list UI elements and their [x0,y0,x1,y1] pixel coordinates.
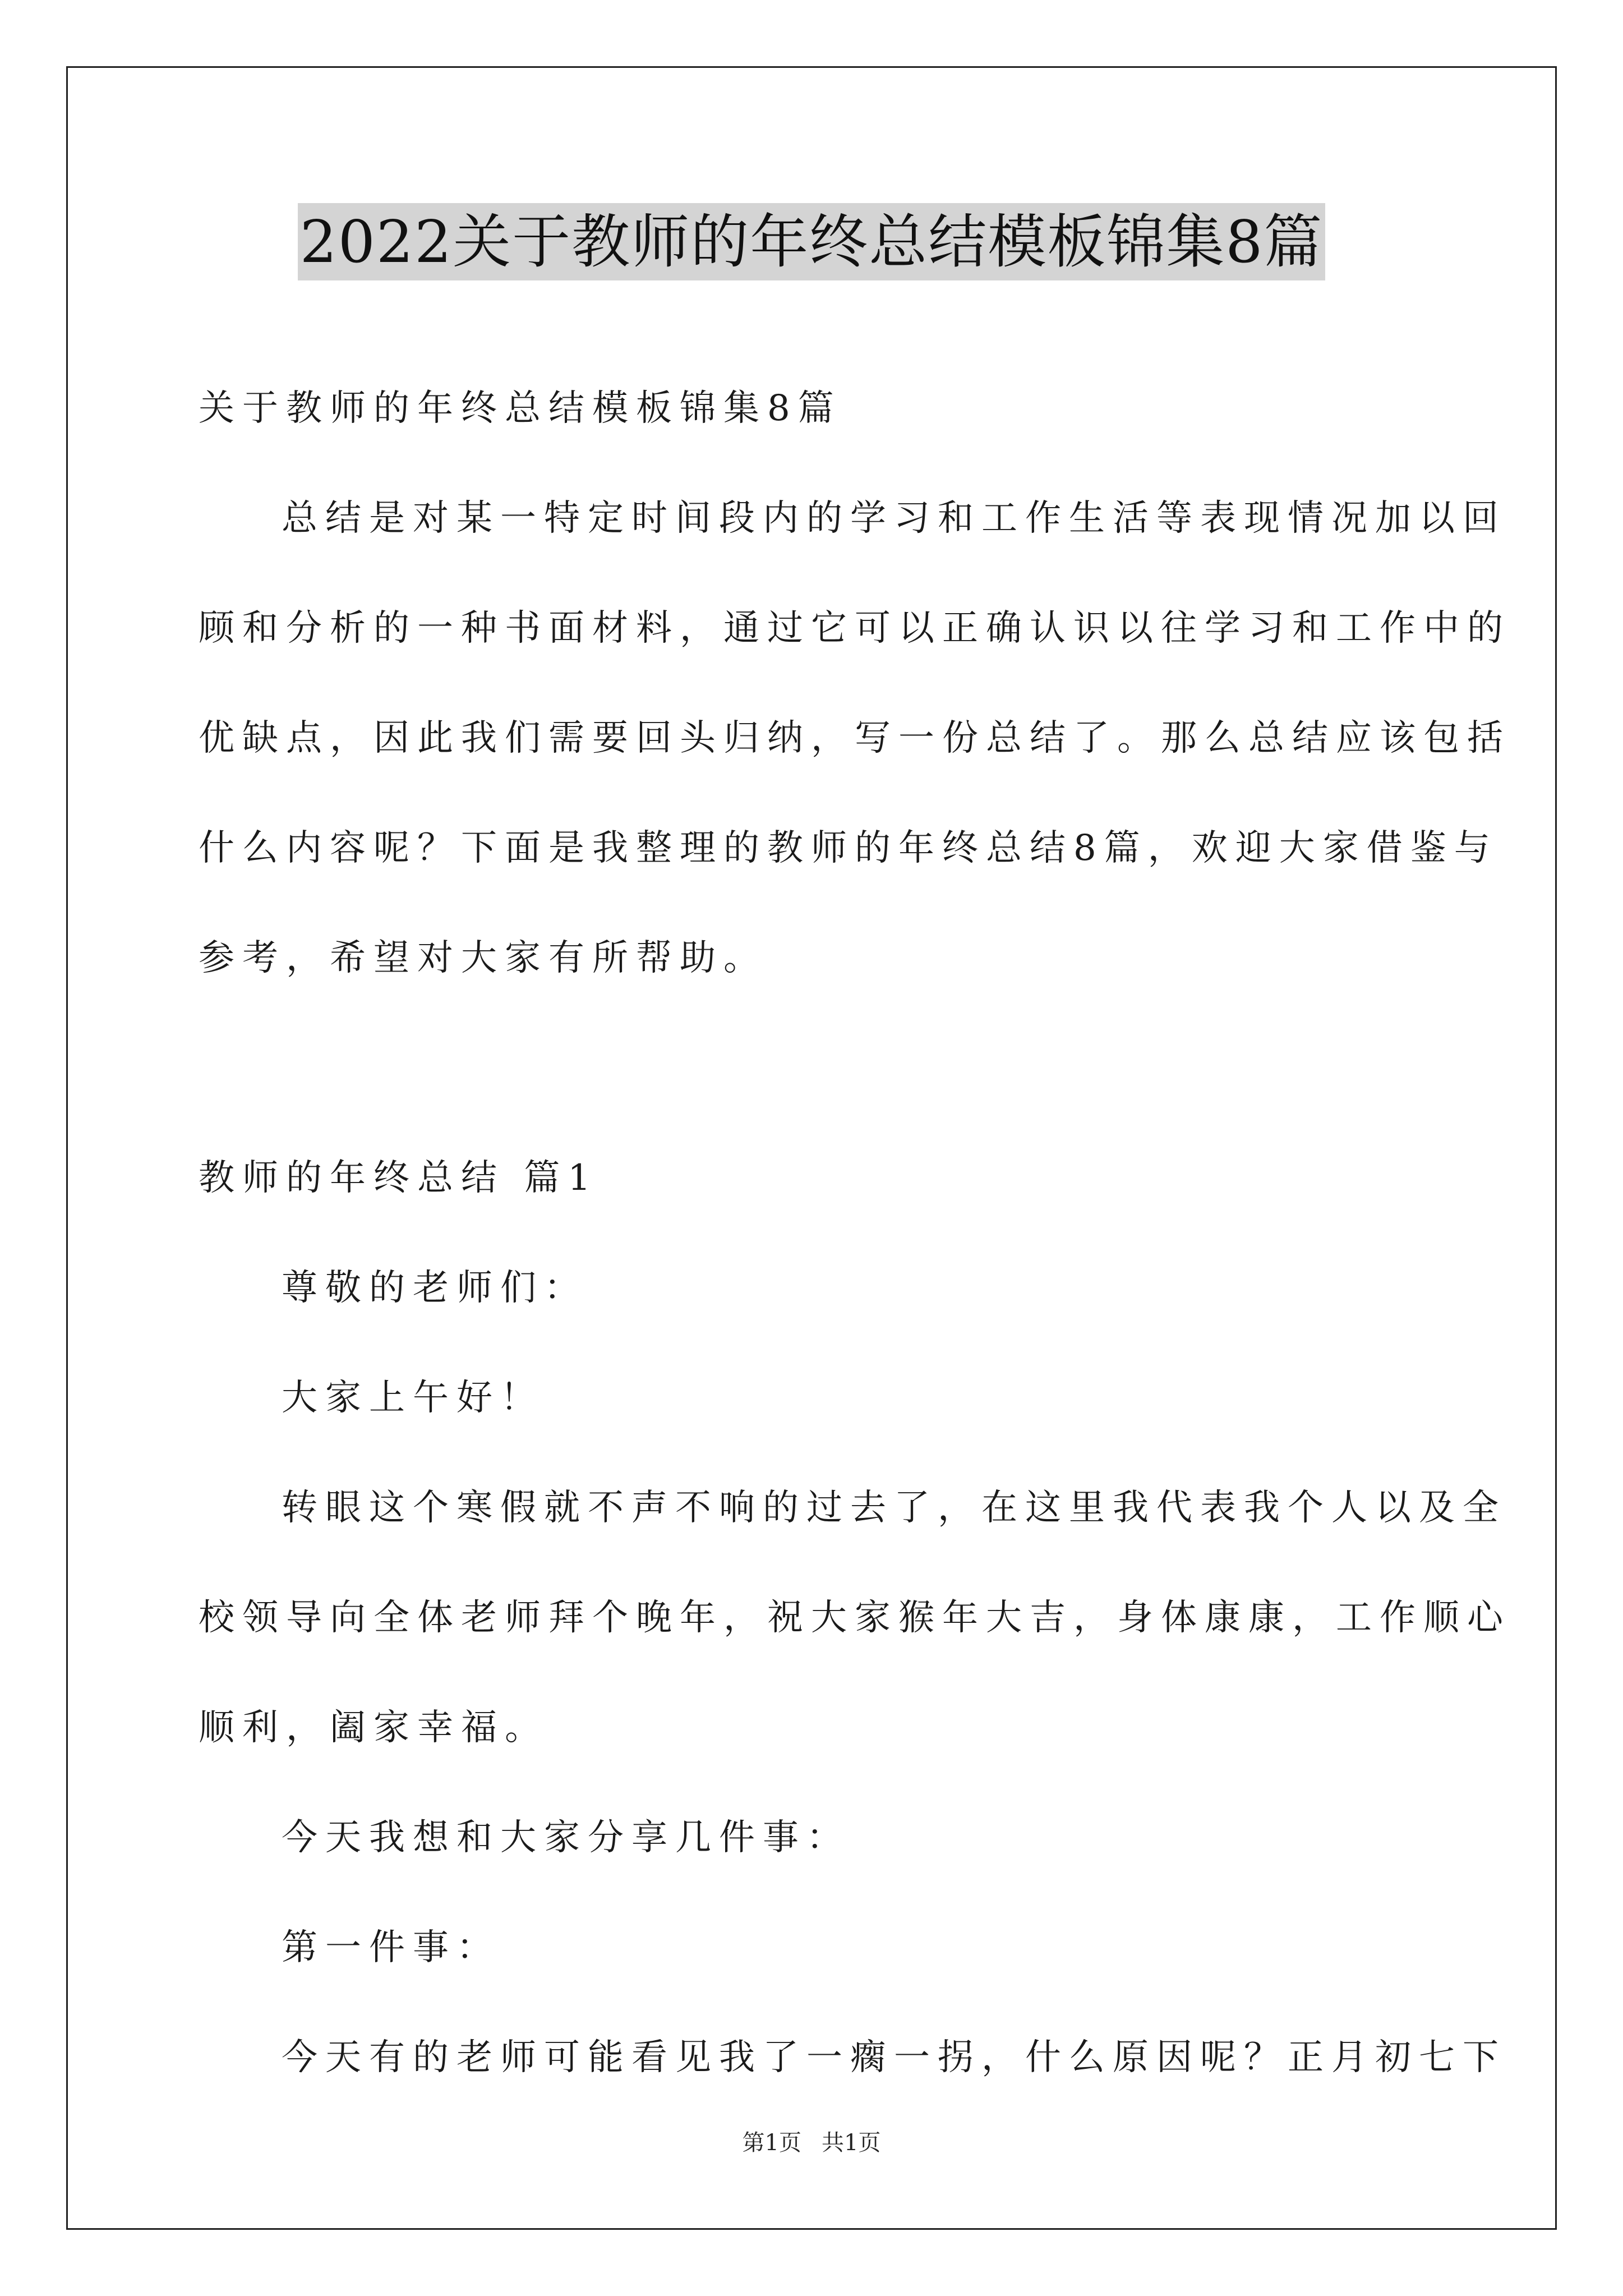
body-line: 转眼这个寒假就不声不响的过去了，在这里我代表我个人以及全 [282,1487,1506,1529]
intro-line: 什么内容呢？下面是我整理的教师的年终总结8篇，欢迎大家借鉴与 [199,827,1498,869]
section-heading: 教师的年终总结 篇1 [199,1157,599,1199]
intro-line: 顾和分析的一种书面材料，通过它可以正确认识以往学习和工作中的 [199,608,1511,649]
body-line: 校领导向全体老师拜个晚年，祝大家猴年大吉，身体康康，工作顺心 [199,1597,1511,1639]
paragraph-spacer [199,1013,1432,1123]
title-container [0,203,1623,280]
body-line: 顺利，阖家幸福。 [199,1707,548,1749]
intro-line: 优缺点，因此我们需要回头归纳，写一份总结了。那么总结应该包括 [199,717,1511,759]
document-body [199,353,1511,2113]
intro-line: 总结是对某一特定时间段内的学习和工作生活等表现情况加以回 [282,498,1506,539]
salutation: 尊敬的老师们： [282,1267,588,1309]
last-line: 今天有的老师可能看见我了一瘸一拐，什么原因呢？正月初七下 [282,2037,1506,2078]
share-intro: 今天我想和大家分享几件事： [282,1817,850,1858]
document-subtitle: 关于教师的年终总结模板锦集8篇 [199,388,842,429]
first-item: 第一件事： [282,1927,500,1968]
intro-line: 参考，希望对大家有所帮助。 [199,937,767,979]
greeting: 大家上午好！ [282,1377,544,1419]
page-footer [0,2126,1623,2160]
page-total: 共1页 [822,2130,881,2156]
page-number: 第1页 [742,2130,801,2156]
document-title: 2022关于教师的年终总结模板锦集8篇 [298,203,1326,280]
